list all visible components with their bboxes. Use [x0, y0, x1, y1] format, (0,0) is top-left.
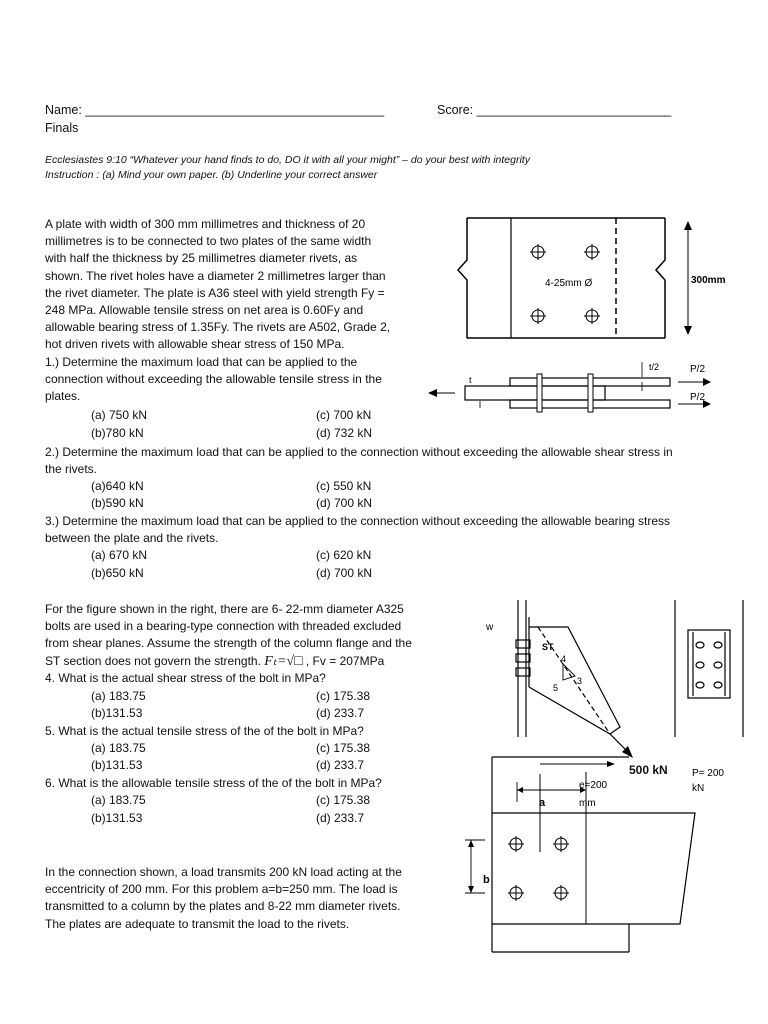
st-bracket-figure: [470, 592, 750, 762]
q2-option-c[interactable]: (c) 550 kN: [316, 479, 372, 493]
q1-option-c[interactable]: (c) 700 kN: [316, 408, 372, 422]
hole-spec-label: 4-25mm Ø: [545, 278, 593, 289]
q6-option-b[interactable]: (b)131.53: [91, 811, 143, 825]
slope-3-label: 3: [577, 676, 583, 686]
slope-4-label: 4: [561, 654, 567, 664]
q5-option-a[interactable]: (a) 183.75: [91, 741, 146, 755]
verse-text: Ecclesiastes 9:10 “Whatever your hand finds to do, DO it with all your might” – do your best with integrity: [45, 154, 530, 166]
q4-option-a[interactable]: (a) 183.75: [91, 689, 146, 703]
question-3: 3.) Determine the maximum load that can be applied to the connection without exceeding the allowable bearing stress between the plate and the rivets.: [45, 514, 671, 546]
load-unit-label: kN: [692, 783, 705, 794]
q6-option-d[interactable]: (d) 233.7: [316, 811, 365, 825]
q1-option-d[interactable]: (d) 732 kN: [316, 426, 373, 440]
load-half-bottom-label: P/2: [690, 392, 706, 403]
q4-option-c[interactable]: (c) 175.38: [316, 689, 371, 703]
st-label: ST: [542, 642, 554, 652]
problem1-statement: A plate with width of 300 mm millimetres and thickness of 20 millimetres is to be connected to two plates of the same width with half the thickness by 25 millimetres diameter rivets, as shown. The rivet holes have a diameter 2 millimetres larger than the rivet diameter. The plate is A36 steel with yield strength Fy = 248 MPa. Allowable tensile stress on net area is 0.60Fy and allowable bearing stress of 1.35Fy. The rivets are A502, Grade 2, hot driven rivets with allowable shear stress of 150 MPa. 1.) Determine the maximum load that can be applied to the connection without exceeding the allowable tensile stress in the plates.: [45, 216, 417, 405]
plate-section-view: [428, 362, 711, 412]
half-thickness-label: t/2: [649, 362, 660, 372]
q4-option-d[interactable]: (d) 233.7: [316, 706, 365, 720]
w-label: w: [486, 622, 494, 633]
problem3-statement: In the connection shown, a load transmits 200 kN load acting at the eccentricity of 200 mm. For this problem a=b=250 mm. The load is transmitted to a column by the plates and 8-22 mm diameter rivets. The plates are adequate to transmit the load to the rivets.: [45, 865, 402, 931]
q6-option-a[interactable]: (a) 183.75: [91, 793, 146, 807]
dimension-a-label: a: [539, 797, 546, 809]
width-dimension-label: 300mm: [691, 275, 726, 286]
question-6: 6. What is the allowable tensile stress of the of the bolt in MPa?: [45, 776, 382, 790]
load-p-label: P= 200: [692, 768, 724, 779]
q3-option-a[interactable]: (a) 670 kN: [91, 548, 148, 562]
dimension-b-label: b: [483, 874, 490, 886]
plate-plan-view: [458, 218, 726, 338]
q2-option-d[interactable]: (d) 700 kN: [316, 496, 373, 510]
load-half-top-label: P/2: [690, 364, 706, 375]
score-field-label: Score: ____________________________: [437, 103, 672, 117]
slope-5-label: 5: [553, 683, 559, 693]
problem2-statement: For the figure shown in the right, there are 6- 22-mm diameter A325 bolts are used in a bearing-type connection with threaded excluded from shear planes. Assume the strength of the column flange and the ST section does not govern the strength. Fₜ=√□ , Fv = 207MPa 4. What is the actual shear stress of the bolt in MPa?: [45, 601, 447, 687]
q5-option-b[interactable]: (b)131.53: [91, 758, 143, 772]
name-field-label: Name: ___________________________________________: [45, 103, 385, 117]
question-2: 2.) Determine the maximum load that can be applied to the connection without exceeding the allowable shear stress in the rivets.: [45, 445, 673, 477]
q6-option-c[interactable]: (c) 175.38: [316, 793, 371, 807]
question-1: 1.) Determine the maximum load that can be applied to the: [45, 354, 358, 369]
bracket-load-label: 500 kN: [629, 763, 668, 777]
q5-option-c[interactable]: (c) 175.38: [316, 741, 371, 755]
q2-option-a[interactable]: (a)640 kN: [91, 479, 144, 493]
q1-option-a[interactable]: (a) 750 kN: [91, 408, 148, 422]
q3-option-b[interactable]: (b)650 kN: [91, 566, 144, 580]
q2-option-b[interactable]: (b)590 kN: [91, 496, 144, 510]
exam-subtitle: Finals: [45, 121, 79, 135]
eccentric-connection-figure: [455, 752, 755, 957]
eccentricity-unit-label: mm: [579, 798, 596, 809]
thickness-label: t: [469, 375, 472, 385]
tensile-stress-formula: Fₜ=√□: [264, 653, 303, 669]
question-5: 5. What is the actual tensile stress of the of the bolt in MPa?: [45, 724, 364, 738]
instruction-text: Instruction : (a) Mind your own paper. (b) Underline your correct answer: [45, 169, 378, 181]
eccentricity-label: e=200: [579, 780, 608, 791]
q3-option-d[interactable]: (d) 700 kN: [316, 566, 373, 580]
q5-option-d[interactable]: (d) 233.7: [316, 758, 365, 772]
q4-option-b[interactable]: (b)131.53: [91, 706, 143, 720]
question-4: 4. What is the actual shear stress of the bolt in MPa?: [45, 670, 326, 685]
q1-option-b[interactable]: (b)780 kN: [91, 426, 144, 440]
q3-option-c[interactable]: (c) 620 kN: [316, 548, 372, 562]
plate-connection-figure: [420, 210, 740, 415]
